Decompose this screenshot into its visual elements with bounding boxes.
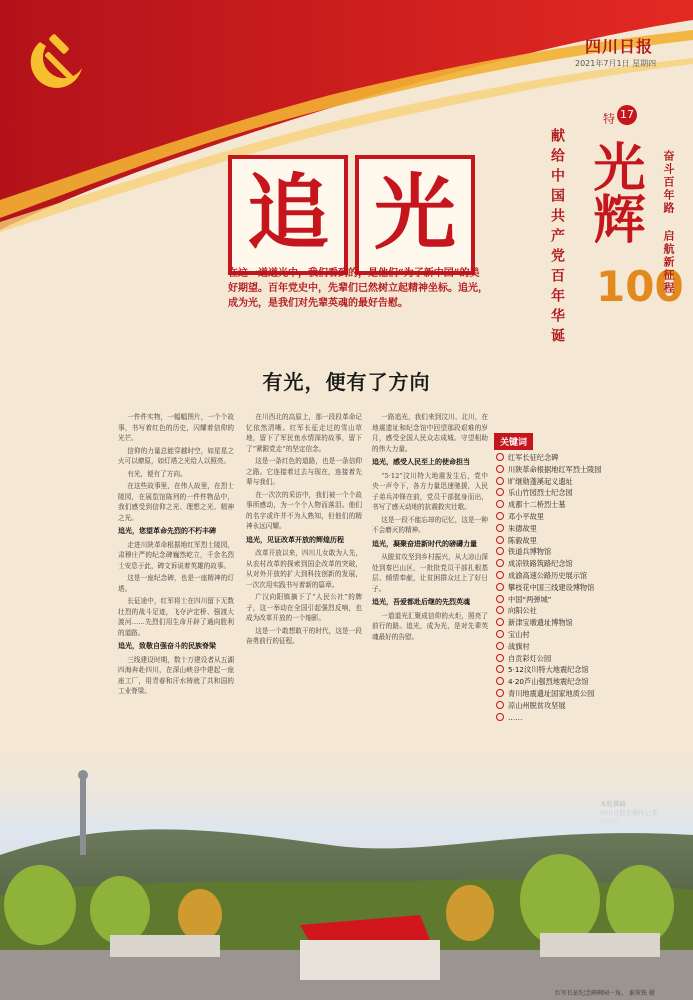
section-heading: 追光，见证改革开放的辉煌历程 [246,535,344,544]
body-paragraph: 长征途中，红军将士在四川留下无数壮烈的战斗足迹，飞夺泸定桥、强渡大渡河……先烈们用生命开辟了通向胜利的道路。 [118,597,234,637]
body-paragraph: 一路追光，我们来到汶川、北川，在地震遗址和纪念馆中回望那段艰难的岁月，感受全国人民众志成城、守望相助的伟大力量。 [372,413,488,453]
keyword-text: 旷继勋蓬溪起义遗址 [508,476,573,486]
keyword-item [496,535,601,547]
bullet-circle-icon [496,524,504,532]
keyword-text: 青川地震遗址国家地质公园 [508,688,595,698]
bullet-circle-icon [496,512,504,520]
keyword-text: 成渝高速公路历史展示馆 [508,570,588,580]
keyword-item [496,499,601,511]
bullet-circle-icon [496,677,504,685]
title-char-1: 追 [228,155,348,275]
keyword-item [496,570,601,582]
keyword-text: …… [508,712,523,722]
body-column-1 [118,412,234,699]
keyword-text: 新津宝墩遗址博物馆 [508,618,573,628]
keyword-item [496,594,601,606]
body-paragraph: 有光，便有了方向。 [127,469,187,478]
keyword-item [496,558,601,570]
memorial-landscape-photo [0,735,693,1000]
keyword-item [496,664,601,676]
title-char-2: 光 [355,155,475,275]
bullet-circle-icon [496,606,504,614]
body-paragraph: 从脱贫攻坚到乡村振兴，从大凉山深处到秦巴山区，一批批党员干部扎根基层、倾情奉献，让贫困群众过上了好日子。 [372,553,488,593]
body-paragraph: “5·12”汶川特大地震发生后，党中央一声令下，各方力量迅速驰援，人民子弟兵冲锋在前，党员干部挺身而出，书写了感天动地的抗震救灾壮歌。 [372,471,488,511]
keywords-list [496,452,601,723]
body-paragraph: 在这些故事里，在伟人故里，在烈士陵园，在展览馆陈列的一件件物品中，我们感受到信仰之光、理想之光、精神之光。 [118,482,234,522]
keyword-text: 自贡彩灯公园 [508,653,552,663]
keyword-text: 向阳公社 [508,606,537,616]
keyword-item [496,476,601,488]
bullet-circle-icon [496,630,504,638]
body-paragraph: 三线建设时期，数十万建设者从五湖四海奔赴四川，在深山峡谷中建起一座座工厂，用青春和汗水铸就了共和国的工业脊梁。 [118,655,234,695]
keyword-item [496,582,601,594]
keyword-text: 成凉铁路筑路纪念馆 [508,559,573,569]
body-paragraph: 信仰的力量总能穿越时空，如星星之火可以燎原，如灯塔之光给人以照亮。 [118,446,234,465]
bullet-circle-icon [496,701,504,709]
keyword-text: 川陕革命根据地红军烈士陵园 [508,464,602,474]
keyword-item [496,700,601,712]
keyword-text: 宝山村 [508,629,530,639]
keyword-text: 5·12汶川特大地震纪念馆 [508,665,589,675]
intro-lead: 在这一道道光中，我们看到的，是他们“为了新中国”的美好期望。百年党史中，先辈们已然树立起精神坐标。追光，成为光，是我们对先辈英魂的最好告慰。 [228,268,488,309]
keyword-text: 红军长征纪念碑 [508,453,559,462]
bullet-circle-icon [496,665,504,673]
issue-date: 2021年7月1日 星期四 [575,59,657,68]
bullet-circle-icon [496,583,504,591]
bullet-circle-icon [496,547,504,555]
section-heading: 追光，您望革命先烈的不朽丰碑 [118,527,216,535]
photo-caption: 红军长征纪念碑碑园一角。 秦灰铁 摄 [555,990,655,997]
bullet-circle-icon [496,618,504,626]
body-paragraph: 一道道光汇聚成信仰的火炬，照亮了前行的路。追光，成为光，是对先辈英魂最好的告慰。 [372,611,488,641]
bullet-circle-icon [496,595,504,603]
page-number-badge: 17 [617,105,637,125]
body-paragraph: 在川西北的高原上，那一段段革命记忆依然清晰。红军长征走过的雪山草地，留下了军民鱼水情深的故事，留下了“紧跟党走”的坚定信念。 [246,413,362,453]
bullet-circle-icon [496,488,504,496]
body-column-3 [372,412,488,644]
bullet-circle-icon [496,654,504,662]
body-paragraph: 一件件实物，一幅幅图片，一个个故事，书写着红色的历史，闪耀着信仰的光芒。 [118,413,234,442]
keyword-item [496,653,601,665]
keywords-title: 关键词 [494,433,533,450]
keyword-item [496,546,601,558]
keyword-item [496,464,601,476]
section-heading: 追光，吾爱都赴后继的先烈英魂 [372,598,470,606]
bullet-circle-icon [496,477,504,485]
body-paragraph: 在一次次的采访中，我们被一个个故事所感动，为一个个人物而落泪。他们的名字或许并不为人熟知，但他们的精神永远闪耀。 [246,490,362,530]
body-paragraph: 走进川陕革命根据地红军烈士陵园，肃穆庄严的纪念碑巍然屹立，千余名烈士安息于此，碑文诉说着英雄的故事。 [118,540,234,570]
bullet-circle-icon [496,465,504,473]
section-heading: 追光，凝聚奋进新时代的磅礴力量 [372,539,477,548]
keyword-item [496,712,601,724]
body-paragraph: 改革开放以来，四川儿女敢为人先，从农村改革的探索到国企改革的突破，从对外开放的扩大到科技创新的发展，一次次用实践书写着新的篇章。 [246,549,362,589]
bullet-circle-icon [496,500,504,508]
keyword-item [496,629,601,641]
keyword-text: 朱德故里 [508,523,537,533]
keyword-item [496,688,601,700]
keyword-text: 攀枝花中国三线建设博物馆 [508,582,595,592]
keyword-text: 邓小平故里 [508,511,544,521]
keyword-item [496,676,601,688]
keyword-text: 4·20芦山强烈地震纪念馆 [508,677,589,687]
keyword-item [496,617,601,629]
series-logo-text: 光辉 [584,140,645,244]
series-tribute: 献给中国共产党百年华诞 [549,128,565,348]
bullet-circle-icon [496,689,504,697]
newspaper-name: 四川日报 [585,37,654,56]
keyword-text: 成都十二桥烈士墓 [508,500,566,510]
section-heading: 追光，感受人民至上的使命担当 [372,458,470,466]
keyword-text: 铁道兵博物馆 [508,547,552,557]
body-paragraph: 这是一座纪念碑，也是一座精神的灯塔。 [118,574,234,593]
keyword-item [496,523,601,535]
keyword-item [496,605,601,617]
series-slogan: 奋斗百年路 启航新征程 [662,150,675,295]
page-label: 特 [603,112,616,126]
keyword-text: 乐山竹园烈士纪念园 [508,488,573,498]
body-column-2 [246,412,362,649]
keyword-text: 战旗村 [508,641,530,651]
keyword-text: 中国“两弹城” [508,594,552,604]
keyword-item [496,511,601,523]
bullet-circle-icon [496,713,504,721]
body-paragraph: 这是一个敢想敢干的时代，这是一段奋勇前行的征程。 [246,626,362,645]
bullet-circle-icon [496,453,504,461]
body-paragraph: 广汉向阳镇摘下了“人民公社”的牌子，这一举动在全国引起强烈反响，也成为改革开放的一个缩影。 [246,593,362,622]
article-headline: 有光，便有了方向 [262,370,431,394]
section-heading: 追光，致敬自强奋斗的民族脊梁 [118,642,216,650]
bullet-circle-icon [496,571,504,579]
series-logo-number: 100 [596,262,684,311]
bullet-circle-icon [496,536,504,544]
keyword-item [496,452,601,464]
bullet-circle-icon [496,642,504,650]
hammer-sickle-icon [26,28,92,94]
keyword-text: 陈毅故里 [508,535,537,545]
keyword-item [496,641,601,653]
keyword-item [496,487,601,499]
bullet-circle-icon [496,559,504,567]
body-paragraph: 这是一段不能忘却的记忆，这是一种不会磨灭的精神。 [372,515,488,534]
body-paragraph: 这是一条红色的道路，也是一条信仰之路。它连接着过去与现在，连接着先辈与我们。 [246,457,362,486]
keyword-text: 凉山州脱贫攻坚展 [508,700,566,710]
